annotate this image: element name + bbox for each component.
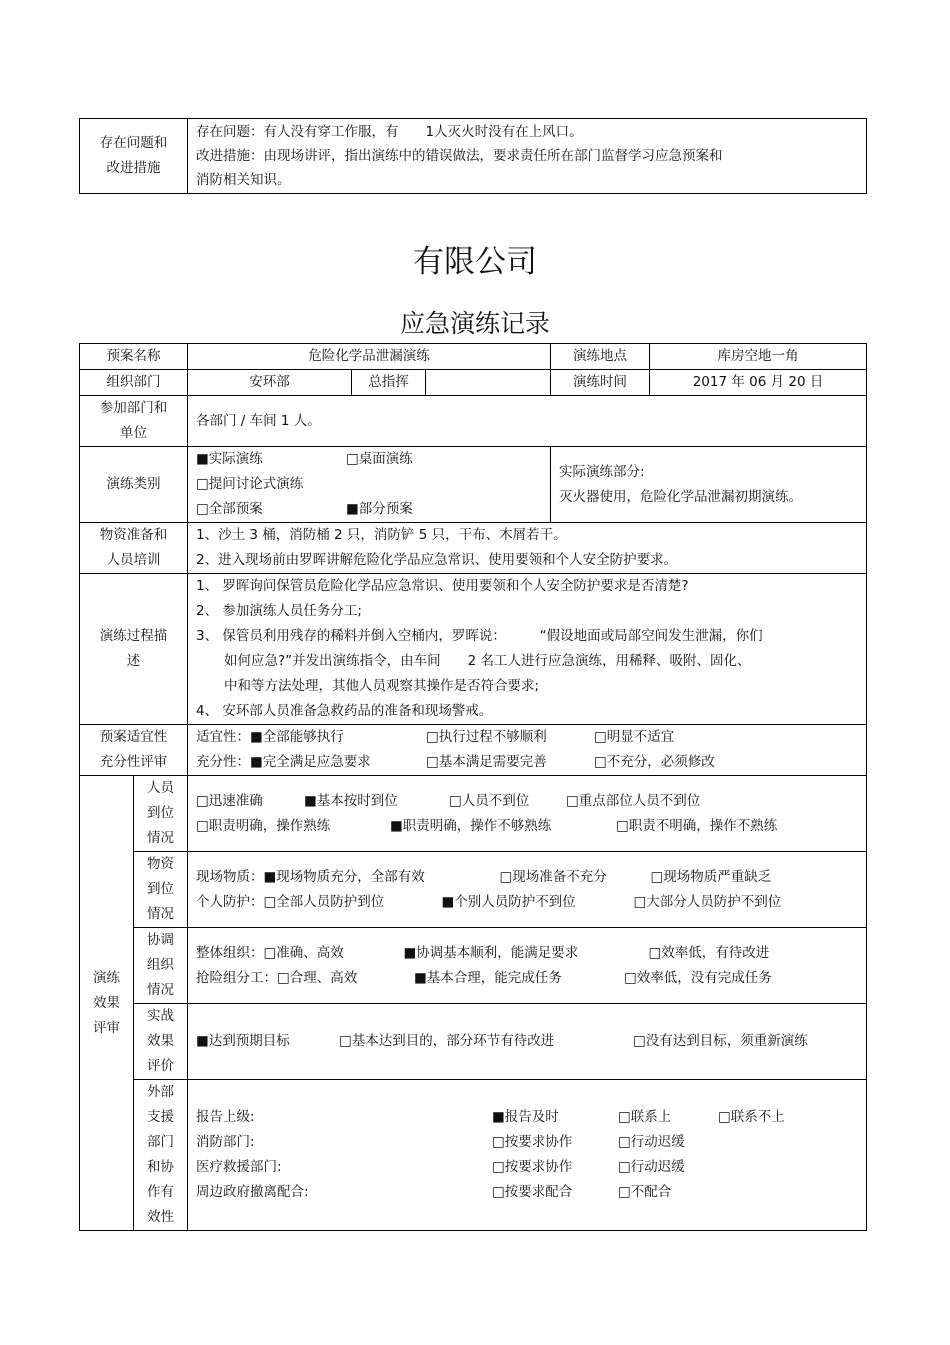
onsite-material-label: 现场物质：: [196, 868, 264, 885]
combat-partially-met[interactable]: □基本达到目的，部分环节有待改进: [339, 1033, 555, 1049]
drill-record-table: [79, 343, 867, 1231]
coordination-label: 协调 组织 情况: [134, 928, 188, 1004]
plan-review-content: [188, 725, 867, 776]
process-item-3-cont: 如何应急?”并发出演练指令，由车间 2 名工人进行应急演练，用稀释、吸附、固化、: [224, 653, 751, 669]
combat-effect-content: [188, 1004, 867, 1080]
personnel-key-absent[interactable]: □重点部位人员不到位: [566, 792, 701, 809]
commander-value: [426, 370, 551, 396]
adequacy-needs-improvement[interactable]: □基本满足需要完善: [426, 754, 547, 770]
personnel-unclear-duties[interactable]: □职责不明确，操作不熟练: [616, 817, 778, 834]
material-sufficient[interactable]: ■现场物质充分，全部有效: [263, 868, 425, 885]
protection-some-missing[interactable]: ■个别人员防护不到位: [441, 893, 576, 910]
material-label: 物资 到位 情况: [134, 852, 188, 928]
actual-drill-part-value: 灭火器使用，危险化学品泄漏初期演练。: [559, 488, 803, 505]
team-mostly-reasonable[interactable]: ■基本合理，能完成任务: [414, 969, 562, 986]
fire-slow[interactable]: □行动迟缓: [618, 1134, 685, 1150]
personnel-not-skilled[interactable]: ■职责明确，操作不够熟练: [390, 817, 552, 834]
materials-line: 1、沙土 3 桶，消防桶 2 只，消防铲 5 只，干布、木屑若干。: [196, 527, 567, 543]
time-value: 2017 年 06 月 20 日: [650, 370, 867, 396]
external-support-label: 外部 支援 部门 和协 作有 效性: [134, 1080, 188, 1231]
medical-cooperate[interactable]: □按要求协作: [492, 1159, 573, 1175]
medical-dept-label: 医疗救援部门:: [196, 1159, 282, 1175]
report-contacted[interactable]: □联系上: [618, 1109, 672, 1125]
team-failed[interactable]: □效率低，没有完成任务: [624, 969, 772, 986]
process-item-3: 3、 保管员利用残存的稀料并倒入空桶内，罗晖说： “假设地面或局部空间发生泄漏，你们: [196, 628, 763, 644]
option-actual-drill[interactable]: ■实际演练: [196, 451, 263, 467]
plan-name-label: 预案名称: [80, 344, 188, 370]
drill-type-options: [188, 447, 551, 523]
improvement-line-cont: 消防相关知识。: [196, 172, 291, 188]
material-content: [188, 852, 867, 928]
team-reasonable[interactable]: □合理、高效: [277, 969, 358, 986]
personnel-fast-accurate[interactable]: □迅速准确: [196, 792, 263, 809]
actual-drill-part: [551, 447, 867, 523]
participants-value: 各部门 / 车间 1 人。: [188, 396, 867, 447]
suitability-unsuitable[interactable]: □明显不适宜: [594, 729, 675, 745]
training-line: 2、进入现场前由罗晖讲解危险化学品应急常识、使用要领和个人安全防护要求。: [196, 552, 678, 568]
org-value: 安环部: [188, 370, 352, 396]
process-label: 演练过程描 述: [80, 574, 188, 725]
personnel-skilled[interactable]: □职责明确，操作熟练: [196, 817, 331, 834]
plan-name-value: 危险化学品泄漏演练: [188, 344, 551, 370]
medical-slow[interactable]: □行动迟缓: [618, 1159, 685, 1175]
protection-most-missing[interactable]: □大部分人员防护不到位: [633, 893, 782, 910]
material-insufficient[interactable]: □现场准备不充分: [499, 868, 607, 885]
combat-target-met[interactable]: ■达到预期目标: [196, 1033, 290, 1049]
participants-label: 参加部门和 单位: [80, 396, 188, 447]
issues-label: 存在问题和 改进措施: [80, 119, 188, 194]
option-tabletop-drill[interactable]: □桌面演练: [346, 451, 413, 467]
process-item-3-end: 中和等方法处理，其他人员观察其操作是否符合要求;: [224, 678, 540, 694]
org-label: 组织部门: [80, 370, 188, 396]
record-title: 应急演练记录: [399, 309, 550, 338]
issues-content: [188, 119, 867, 194]
process-item-4: 4、 安环部人员准备急救药品的准备和现场警戒。: [196, 703, 493, 719]
process-content: [188, 574, 867, 725]
report-timely[interactable]: ■报告及时: [492, 1109, 559, 1125]
option-discussion-drill[interactable]: □提问讨论式演练: [196, 476, 304, 492]
company-title: 有限公司: [413, 244, 537, 280]
materials-training-label: 物资准备和 人员培训: [80, 523, 188, 574]
report-superior-label: 报告上级:: [196, 1109, 255, 1125]
personnel-mostly-on-time[interactable]: ■基本按时到位: [304, 792, 398, 809]
personnel-absent[interactable]: □人员不到位: [449, 792, 530, 809]
location-label: 演练地点: [551, 344, 650, 370]
drill-type-label: 演练类别: [80, 447, 188, 523]
location-value: 库房空地一角: [650, 344, 867, 370]
org-accurate-efficient[interactable]: □准确、高效: [263, 944, 344, 961]
improvement-line: 改进措施：由现场讲评，指出演练中的错误做法，要求责任所在部门监督学习应急预案和: [196, 148, 723, 164]
effect-review-label: 演练 效果 评审: [80, 776, 134, 1231]
commander-label: 总指挥: [352, 370, 426, 396]
fire-cooperate[interactable]: □按要求协作: [492, 1134, 573, 1150]
overall-org-label: 整体组织：: [196, 944, 264, 961]
rescue-team-label: 抢险组分工：: [196, 969, 277, 986]
personal-protection-label: 个人防护：: [196, 893, 264, 910]
plan-review-label: 预案适宜性 充分性评审: [80, 725, 188, 776]
report-not-contacted[interactable]: □联系不上: [718, 1109, 785, 1125]
time-label: 演练时间: [551, 370, 650, 396]
option-full-plan[interactable]: □全部预案: [196, 501, 263, 517]
adequacy-fully-met[interactable]: ■完全满足应急要求: [250, 754, 371, 770]
coordination-content: [188, 928, 867, 1004]
actual-drill-part-label: 实际演练部分:: [559, 463, 645, 480]
org-inefficient[interactable]: □效率低，有待改进: [648, 944, 770, 961]
adequacy-label: 充分性：: [196, 754, 250, 770]
process-item-1: 1、 罗晖询问保管员危险化学品应急常识、使用要领和个人安全防护要求是否清楚?: [196, 578, 689, 594]
process-item-2: 2、 参加演练人员任务分工;: [196, 603, 362, 619]
fire-dept-label: 消防部门:: [196, 1134, 255, 1150]
option-partial-plan[interactable]: ■部分预案: [346, 501, 413, 517]
issues-table: [79, 118, 867, 194]
combat-effect-label: 实战 效果 评价: [134, 1004, 188, 1080]
external-support-content: [188, 1080, 867, 1231]
suitability-label: 适宜性：: [196, 729, 250, 745]
materials-training-content: [188, 523, 867, 574]
gov-cooperate[interactable]: □按要求配合: [492, 1184, 573, 1200]
adequacy-insufficient[interactable]: □不充分，必须修改: [594, 754, 715, 770]
issues-line: 存在问题：有人没有穿工作服，有 1人灭火时没有在上风口。: [196, 124, 583, 140]
combat-not-met[interactable]: □没有达到目标，须重新演练: [633, 1033, 808, 1049]
personnel-label: 人员 到位 情况: [134, 776, 188, 852]
suitability-all-executable[interactable]: ■全部能够执行: [250, 729, 344, 745]
protection-all[interactable]: □全部人员防护到位: [263, 893, 385, 910]
gov-evacuation-label: 周边政府撤离配合:: [196, 1184, 309, 1200]
material-severely-lacking[interactable]: □现场物质严重缺乏: [650, 868, 772, 885]
gov-not-cooperate[interactable]: □不配合: [618, 1184, 672, 1200]
personnel-content: [188, 776, 867, 852]
org-mostly-smooth[interactable]: ■协调基本顺利，能满足要求: [403, 944, 579, 961]
suitability-not-smooth[interactable]: □执行过程不够顺利: [426, 729, 547, 745]
